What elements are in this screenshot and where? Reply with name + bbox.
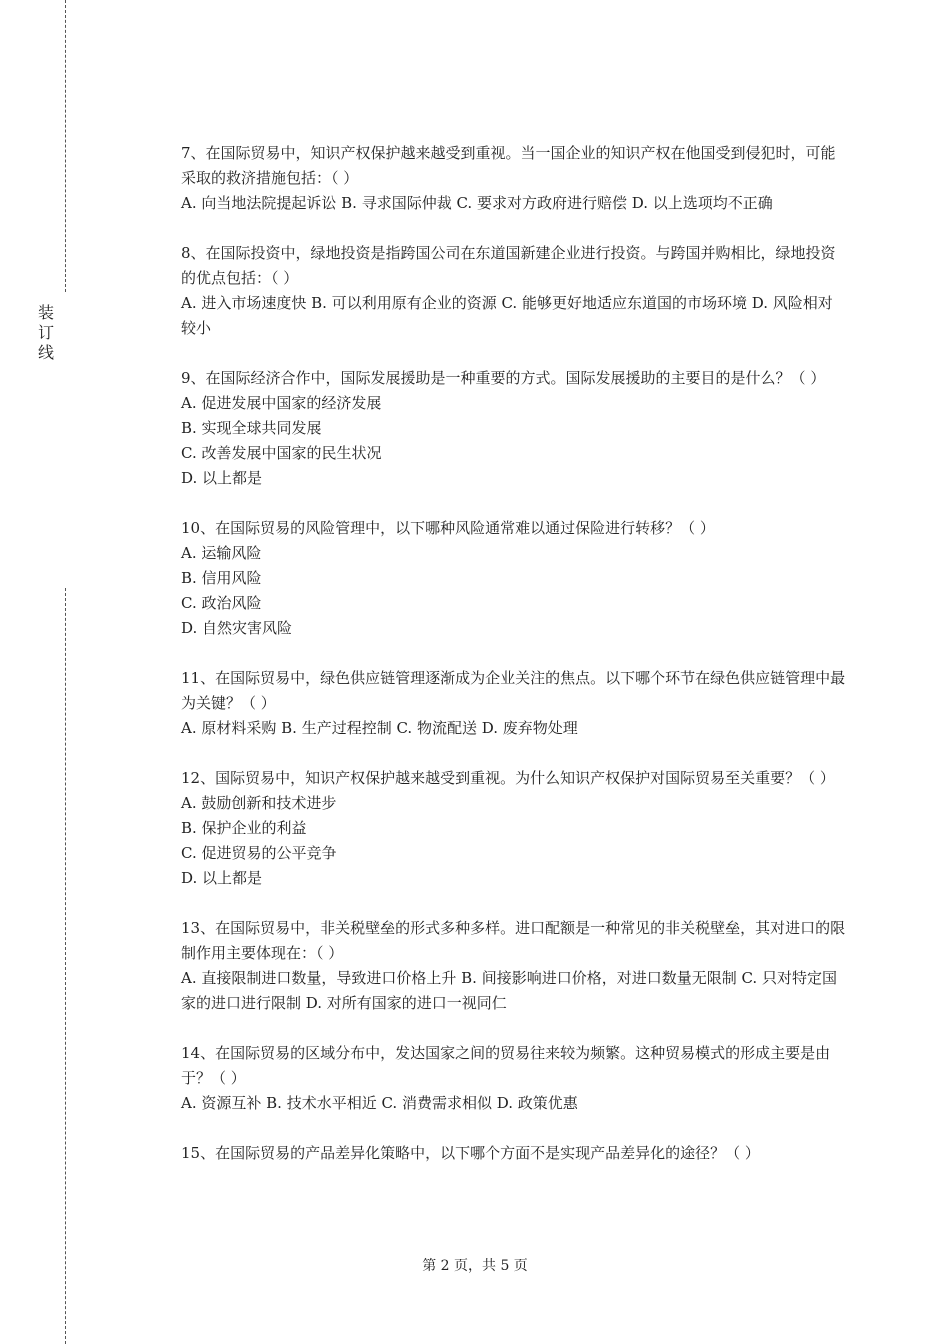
option-d: D. 自然灾害风险 xyxy=(181,619,293,637)
binding-line-label xyxy=(36,303,56,363)
question-12 xyxy=(181,766,846,891)
option-c: C. 政治风险 xyxy=(181,594,262,612)
question-stem: 8、在国际投资中，绿地投资是指跨国公司在东道国新建企业进行投资。与跨国并购相比，绿地投资的优点包括：（ ） xyxy=(181,244,836,287)
option-a: A. 运输风险 xyxy=(181,544,262,562)
question-stem: 9、在国际经济合作中，国际发展援助是一种重要的方式。国际发展援助的主要目的是什么？（ ） xyxy=(181,369,826,387)
question-options: A. 资源互补 B. 技术水平相近 C. 消费需求相似 D. 政策优惠 xyxy=(181,1094,578,1112)
question-options: A. 原材料采购 B. 生产过程控制 C. 物流配送 D. 废弃物处理 xyxy=(181,719,578,737)
option-a: A. 促进发展中国家的经济发展 xyxy=(181,394,382,412)
question-options: A. 向当地法院提起诉讼 B. 寻求国际仲裁 C. 要求对方政府进行赔偿 D. 以上选项均不正确 xyxy=(181,194,773,212)
option-c: C. 改善发展中国家的民生状况 xyxy=(181,444,382,462)
binding-dashed-line-top xyxy=(65,0,66,292)
question-stem: 7、在国际贸易中，知识产权保护越来越受到重视。当一国企业的知识产权在他国受到侵犯时，可能采取的救济措施包括：（ ） xyxy=(181,144,836,187)
question-14 xyxy=(181,1041,846,1116)
question-options: A. 进入市场速度快 B. 可以利用原有企业的资源 C. 能够更好地适应东道国的市场环境 D. 风险相对较小 xyxy=(181,294,833,337)
question-stem: 13、在国际贸易中，非关税壁垒的形式多种多样。进口配额是一种常见的非关税壁垒，其对进口的限制作用主要体现在：（ ） xyxy=(181,919,846,962)
option-b: B. 信用风险 xyxy=(181,569,262,587)
question-10 xyxy=(181,516,846,641)
option-d: D. 以上都是 xyxy=(181,469,263,487)
question-stem: 11、在国际贸易中，绿色供应链管理逐渐成为企业关注的焦点。以下哪个环节在绿色供应链管理中最为关键？（ ） xyxy=(181,669,846,712)
page-number: 第 2 页，共 5 页 xyxy=(422,1258,528,1274)
option-b: B. 保护企业的利益 xyxy=(181,819,307,837)
option-b: B. 实现全球共同发展 xyxy=(181,419,322,437)
question-stem: 10、在国际贸易的风险管理中，以下哪种风险通常难以通过保险进行转移？（ ） xyxy=(181,519,715,537)
binding-char: 订 xyxy=(37,323,54,342)
question-stem: 12、国际贸易中，知识产权保护越来越受到重视。为什么知识产权保护对国际贸易至关重要？（ ） xyxy=(181,769,835,787)
question-stem: 14、在国际贸易的区域分布中，发达国家之间的贸易往来较为频繁。这种贸易模式的形成主要是由于？（ ） xyxy=(181,1044,831,1087)
question-7 xyxy=(181,141,846,216)
option-c: C. 促进贸易的公平竞争 xyxy=(181,844,337,862)
question-13 xyxy=(181,916,846,1016)
question-9 xyxy=(181,366,846,491)
binding-dashed-line-bottom xyxy=(65,588,66,1344)
question-stem: 15、在国际贸易的产品差异化策略中，以下哪个方面不是实现产品差异化的途径？（ ） xyxy=(181,1144,760,1162)
question-11 xyxy=(181,666,846,741)
binding-char: 装 xyxy=(37,303,54,322)
question-8 xyxy=(181,241,846,341)
option-a: A. 鼓励创新和技术进步 xyxy=(181,794,337,812)
binding-char: 线 xyxy=(37,343,54,362)
option-d: D. 以上都是 xyxy=(181,869,263,887)
question-15 xyxy=(181,1141,846,1166)
question-list xyxy=(181,141,846,1191)
question-options: A. 直接限制进口数量，导致进口价格上升 B. 间接影响进口价格，对进口数量无限制 C. 只对特定国家的进口进行限制 D. 对所有国家的进口一视同仁 xyxy=(181,969,837,1012)
